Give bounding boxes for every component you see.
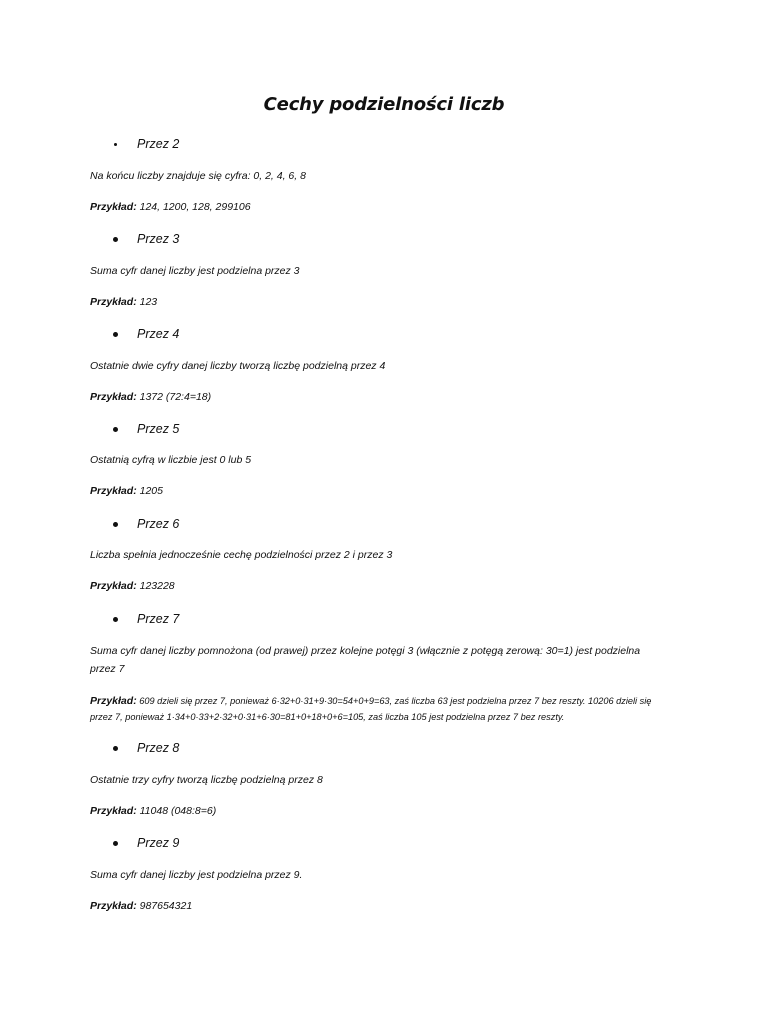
section-heading-label: Przez 8 [137, 741, 180, 755]
section-heading-przez-6 [108, 515, 179, 533]
example-text: 609 dzieli się przez 7, ponieważ 6·32+0·31+9·30=54+0+9=63, zaś liczba 63 jest podzielna przez 7 bez reszty. 10206 dzieli się przez 7, ponieważ 1·34+0·33+2·32+0·31+6·30=81+0+18+0+6=105, zaś liczba 105 jest podzielna przez 7 bez reszty. [90, 696, 652, 722]
bullet-icon [113, 427, 118, 432]
example-label: Przykład: [90, 296, 137, 308]
example-label: Przykład: [90, 580, 137, 592]
section-heading-label: Przez 4 [137, 327, 180, 341]
section-heading-przez-9 [108, 834, 179, 852]
example-text: 124, 1200, 128, 299106 [139, 201, 251, 213]
section-example [90, 693, 675, 725]
section-rule: Suma cyfr danej liczby pomnożona (od prawej) przez kolejne potęgi 3 (włącznie z potęgą zerową: 30=1) jest podzielna przez 7 [90, 645, 641, 675]
example-label: Przykład: [90, 695, 137, 707]
section-rule: Ostatnie dwie cyfry danej liczby tworzą liczbę podzielną przez 4 [90, 360, 386, 372]
section-heading-label: Przez 2 [137, 137, 180, 151]
example-text: 123 [139, 296, 158, 308]
example-label: Przykład: [90, 805, 137, 817]
bullet-icon [113, 237, 118, 242]
example-label: Przykład: [90, 391, 137, 403]
section-heading-przez-5 [108, 420, 179, 438]
bullet-icon [113, 841, 118, 846]
page-title: Cechy podzielności liczb [263, 94, 505, 115]
section-rule: Ostatnią cyfrą w liczbie jest 0 lub 5 [90, 454, 252, 466]
bullet-icon [113, 522, 118, 527]
section-rule: Suma cyfr danej liczby jest podzielna przez 3 [90, 265, 300, 277]
section-rule: Suma cyfr danej liczby jest podzielna przez 9. [90, 869, 303, 881]
section-heading-label: Przez 7 [137, 612, 180, 626]
section-heading-przez-8 [108, 739, 179, 757]
bullet-icon [114, 143, 117, 146]
section-example [90, 388, 670, 406]
bullet-icon [113, 746, 118, 751]
section-example [90, 897, 670, 915]
example-text: 1205 [139, 485, 163, 497]
example-text: 11048 (048:8=6) [139, 805, 217, 817]
section-example [90, 293, 670, 311]
example-label: Przykład: [90, 900, 137, 912]
bullet-icon [113, 617, 118, 622]
section-example [90, 802, 670, 820]
example-text: 123228 [139, 580, 175, 592]
section-heading-przez-2 [108, 135, 179, 153]
example-label: Przykład: [90, 201, 137, 213]
section-rule: Ostatnie trzy cyfry tworzą liczbę podzielną przez 8 [90, 774, 323, 786]
section-example [90, 577, 670, 595]
example-text: 1372 (72:4=18) [139, 391, 212, 403]
section-heading-label: Przez 9 [137, 836, 180, 850]
section-rule: Liczba spełnia jednocześnie cechę podzielności przez 2 i przez 3 [90, 549, 393, 561]
section-example [90, 198, 670, 216]
section-heading-przez-4 [108, 325, 179, 343]
section-heading-label: Przez 6 [137, 517, 180, 531]
section-heading-przez-3 [108, 230, 179, 248]
section-example [90, 482, 670, 500]
section-heading-label: Przez 5 [137, 422, 180, 436]
example-label: Przykład: [90, 485, 137, 497]
section-rule: Na końcu liczby znajduje się cyfra: 0, 2, 4, 6, 8 [90, 170, 306, 182]
section-heading-label: Przez 3 [137, 232, 180, 246]
example-text: 987654321 [139, 900, 193, 912]
bullet-icon [113, 332, 118, 337]
section-heading-przez-7 [108, 610, 179, 628]
